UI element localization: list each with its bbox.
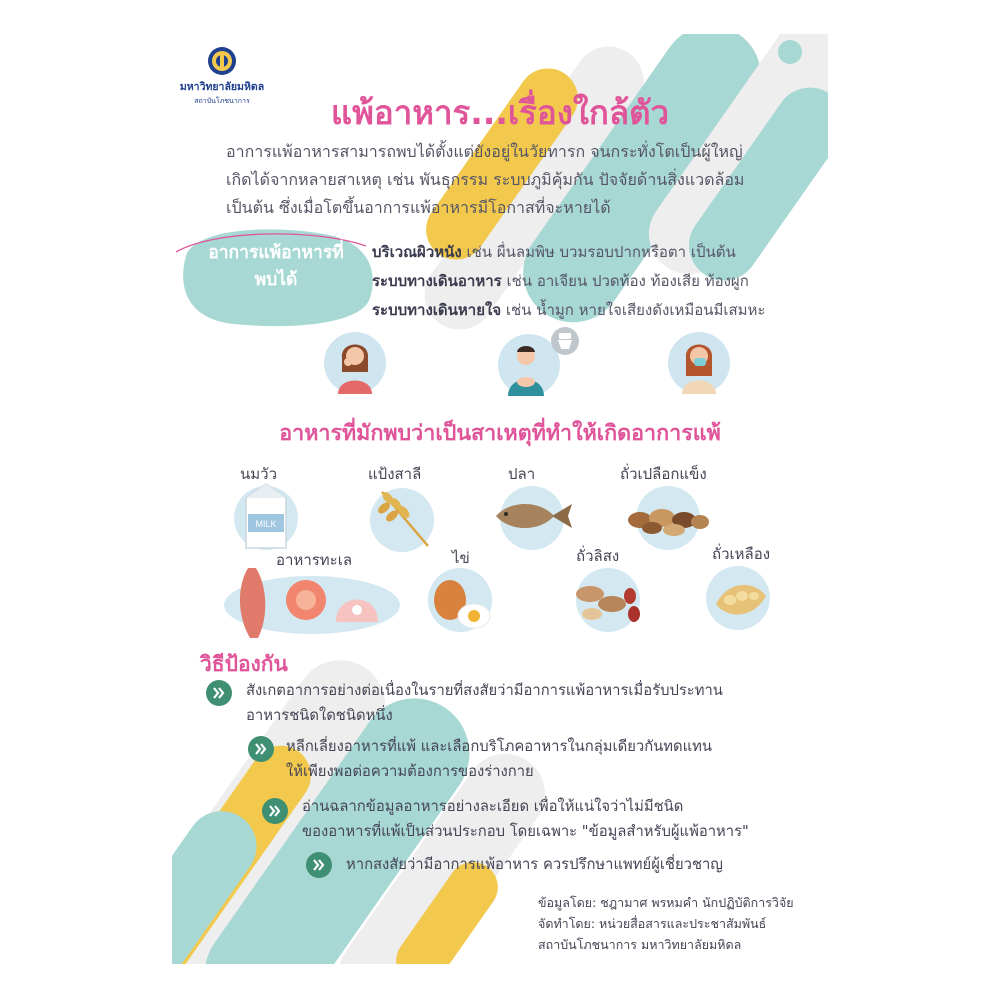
prevention-line: สังเกตอาการอย่างต่อเนื่องในรายที่สงสัยว่ามีอาการแพ้อาหารเมื่อรับประทาน [246,682,723,699]
credit-line: สถาบันโภชนาการ มหาวิทยาลัยมหิดล [538,937,742,952]
woman-sneezing-icon [668,332,730,394]
intro-line: อาการแพ้อาหารสามารถพบได้ตั้งแต่ยังอยู่ในวัยทารก จนกระทั่งโตเป็นผู้ใหญ่ [226,142,743,161]
food-label-seafood: อาหารทะเล [276,551,353,569]
symptom-item [372,296,822,325]
symptoms-list [372,238,822,325]
symptom-item [372,238,822,267]
prevention-item-4 [346,852,723,877]
food-label-fish: ปลา [508,465,536,483]
chevron-right-icon [262,798,288,824]
wheat-icon [368,482,440,554]
food-label-treenut: ถั่วเปลือกแข็ง [620,465,707,483]
university-seal-icon [207,44,237,78]
respiratory-symptom-illustration [668,332,730,394]
intro-line: เป็นต้น ซึ่งเมื่อโตขึ้นอาการแพ้อาหารมีโอกาสที่จะหายได้ [226,198,611,217]
food-label-milk: นมวัว [240,465,277,483]
credits [538,892,794,955]
milk-carton-text: MILK [255,519,277,529]
symptom-head: ระบบทางเดินอาหาร [372,272,502,290]
seafood-icon [228,558,404,642]
logo-name: มหาวิทยาลัยมหิดล [179,81,265,93]
logo-subtitle: สถาบันโภชนาการ [194,97,250,105]
page-title: แพ้อาหาร...เรื่องใกล้ตัว [330,93,670,132]
symptom-item [372,267,822,296]
symptom-head: บริเวณผิวหนัง [372,243,462,261]
credit-line: ข้อมูลโดย: ชฎามาศ พรหมคำ นักปฏิบัติการวิจัย [538,895,794,910]
symptoms-label [182,240,370,294]
poster [172,34,828,964]
foods-heading: อาหารที่มักพบว่าเป็นสาเหตุที่ทำให้เกิดอาการแพ้ [279,421,721,446]
chevron-right-icon [306,852,332,878]
toilet-icon [550,326,580,356]
woman-touching-face-icon [324,332,386,394]
symptoms-label-line: อาการแพ้อาหารที่ [208,243,344,263]
prevention-line: อ่านฉลากข้อมูลอาหารอย่างละเอียด เพื่อให้แน่ใจว่าไม่มีชนิด [302,798,684,815]
intro-paragraph [226,138,826,222]
soybean-icon [708,574,774,624]
prevention-item-2 [286,734,712,784]
prevention-item-3 [302,794,749,844]
symptoms-label-line: พบได้ [254,270,298,290]
food-label-egg: ไข่ [452,549,470,567]
symptom-head: ระบบทางเดินหายใจ [372,301,502,319]
food-label-peanut: ถั่วลิสง [576,547,620,565]
skin-symptom-illustration [324,332,386,394]
prevention-line: อาหารชนิดใดชนิดหนึ่ง [246,707,393,724]
symptom-text: เช่น อาเจียน ปวดท้อง ท้องเสีย ท้องผูก [501,272,749,290]
prevention-line: ของอาหารที่แพ้เป็นส่วนประกอบ โดยเฉพาะ "ข้อมูลสำหรับผู้แพ้อาหาร" [302,823,749,840]
symptom-text: เช่น ผื่นลมพิษ บวมรอบปากหรือตา เป็นต้น [461,243,736,261]
chevron-right-icon [248,736,274,762]
prevention-line: หากสงสัยว่ามีอาการแพ้อาหาร ควรปรึกษาแพทย์ผู้เชี่ยวชาญ [346,856,723,873]
food-label-wheat: แป้งสาลี [368,465,422,483]
egg-icon [426,570,496,634]
tree-nuts-icon [624,494,712,538]
food-label-soy: ถั่วเหลือง [712,545,771,563]
prevention-item-1 [246,678,723,728]
prevention-line: ให้เพียงพอต่อความต้องการของร่างกาย [286,763,534,780]
chevron-right-icon [206,680,232,706]
peanut-icon [568,574,648,628]
intro-line: เกิดได้จากหลายสาเหตุ เช่น พันธุกรรม ระบบภูมิคุ้มกัน ปัจจัยด้านสิ่งแวดล้อม [226,170,745,189]
credit-line: จัดทำโดย: หน่วยสื่อสารและประชาสัมพันธ์ [538,916,767,931]
symptom-text: เช่น น้ำมูก หายใจเสียงดังเหมือนมีเสมหะ [501,301,766,319]
prevention-heading: วิธีป้องกัน [200,652,288,676]
milk-carton-icon [236,478,296,552]
fish-icon [492,496,576,536]
prevention-line: หลีกเลี่ยงอาหารที่แพ้ และเลือกบริโภคอาหารในกลุ่มเดียวกันทดแทน [286,738,713,755]
